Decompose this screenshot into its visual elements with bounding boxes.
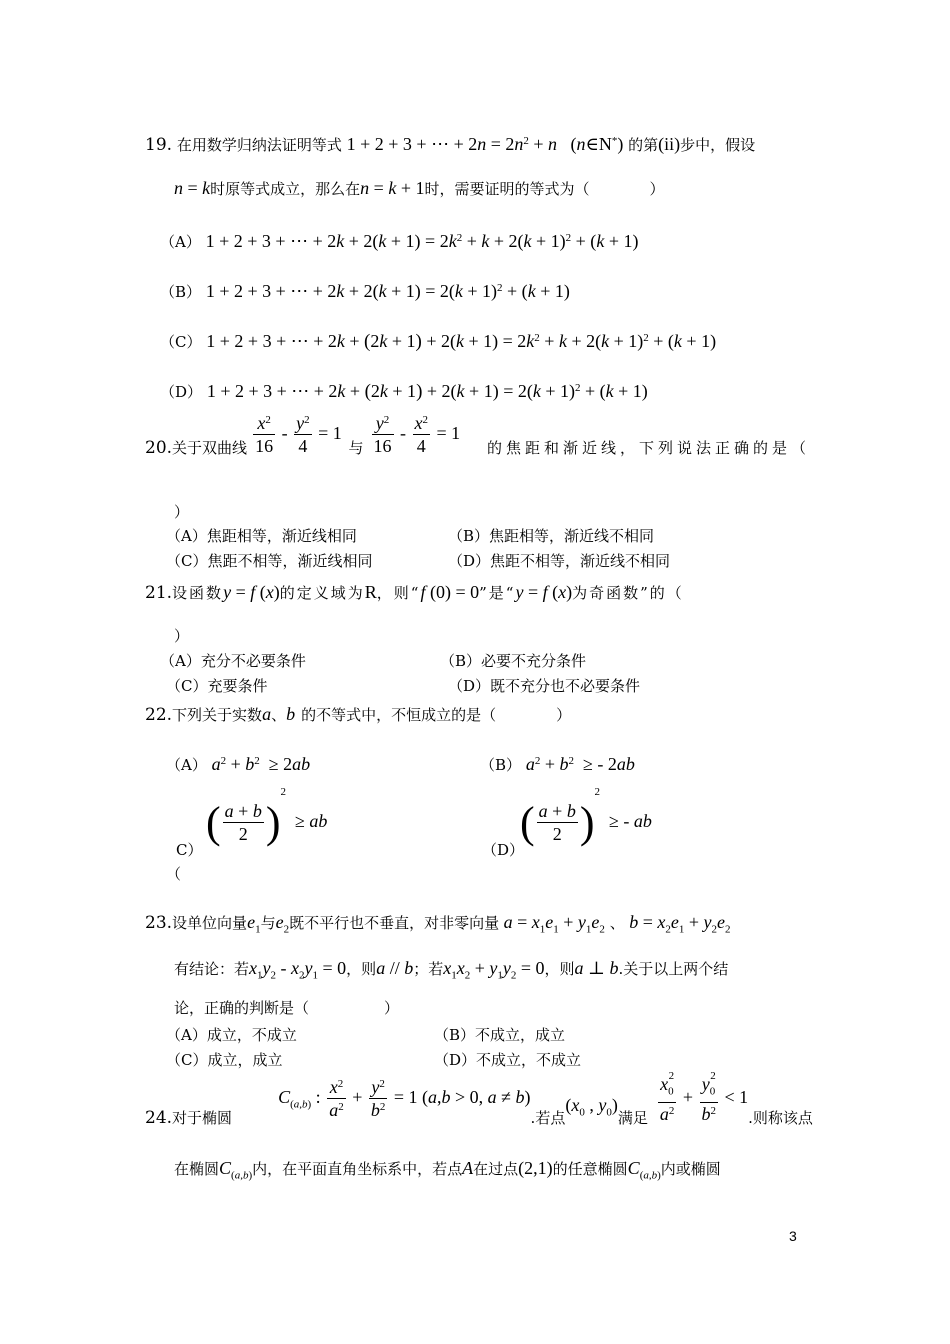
q20-option-d: （D）焦距不相等，渐近线不相同 xyxy=(448,552,671,570)
q23-option-c: （C）成立，成立 xyxy=(166,1051,283,1069)
q22-option-a: （A） $a^2 + b^2 \ge 2ab$ xyxy=(166,754,311,774)
q21-option-b: （B）必要不充分条件 xyxy=(440,652,587,670)
q22-option-d-label: （D） xyxy=(482,841,525,859)
q22-line1: 22.下列关于实数a、b 的不等式中，不恒成立的是（ ） xyxy=(145,704,572,725)
q24-line1: 24.对于椭圆$C_{(a,b)}$ : $\frac{x^2}{a^2}$ + $\frac{y^2}{b^2}$ = 1 (a,b > 0, a ≠ b).若点($x_0$ , $y_0$)满足 $\frac{x_0^2}{a^2}$ + $\frac{y_0^2}{b^2}$ < 1.则称该点 xyxy=(145,1069,813,1128)
page-number: 3 xyxy=(789,1228,797,1244)
q22-option-b: （B） $a^2 + b^2$ ≥ - 2ab xyxy=(480,754,635,774)
q20-line1: 20.关于双曲线 $\frac{x^2}{16}$ - $\frac{y^2}{4}$ = 1 与 $\frac{y^2}{16}$ - $\frac{x^2}{4}$ = 1 的焦距和渐近线，下列说法正确的是（ xyxy=(145,413,810,458)
q24-line2: 在椭圆$C_{(a,b)}$内，在平面直角坐标系中，若点A在过点(2,1)的任意椭圆$C_{(a,b)}$内或椭圆 xyxy=(174,1158,721,1182)
q19-option-b: （B） 1 + 2 + 3 + ⋯ + $2k + 2(k + 1) = 2(k + 1)^2 + (k + 1)$ xyxy=(160,281,570,301)
q19-equation: 1 + 2 + 3 + ⋯ + $2n = 2n^2 + n$ (n∈N*) xyxy=(346,134,624,154)
q22-option-d-expr: ( $\frac{a + b}{2}$ )$^2$ ≥ - ab xyxy=(520,786,652,847)
q22-option-c-label: C） xyxy=(176,841,203,859)
q23-option-b: （B）不成立，成立 xyxy=(434,1026,566,1044)
q19-option-a: （A） 1 + 2 + 3 + ⋯ + $2k + 2(k + 1) = 2k^2 + k + 2(k + 1)^2 + (k + 1)$ xyxy=(160,231,639,251)
q20-option-a: （A）焦距相等，渐近线相同 xyxy=(166,527,357,545)
q19-line2: n = k时原等式成立，那么在n = k + 1时，需要证明的等式为（ ） xyxy=(174,178,665,198)
q23-option-a: （A）成立，不成立 xyxy=(166,1026,297,1044)
q23-line2: 有结论：若$x_1y_2 - x_2y_1 = 0$，则a // b；若$x_1x_2 + y_1y_2 = 0$，则a ⊥ b.关于以上两个结 xyxy=(174,958,729,982)
q20-hyperbola-1: $\frac{x^2}{16}$ - $\frac{y^2}{4}$ = 1 xyxy=(255,413,342,457)
q23-line1: 23.设单位向量$e_1$与$e_2$既不平行也不垂直，对非零向量 $a = x_1e_1 + y_1e_2$ 、 $b = x_2e_1 + y_2e_2$ xyxy=(145,912,731,936)
q20-option-b: （B）焦距相等，渐近线不相同 xyxy=(448,527,655,545)
q19-option-c: （C） 1 + 2 + 3 + ⋯ + $2k + (2k + 1) + 2(k + 1) = 2k^2 + k + 2(k + 1)^2 + (k + 1)$ xyxy=(160,331,717,352)
q21-option-a: （A）充分不必要条件 xyxy=(160,652,306,670)
q21-option-d: （D）既不充分也不必要条件 xyxy=(448,677,641,695)
q24-inequality: $\frac{x_0^2}{a^2}$ + $\frac{y_0^2}{b^2}$ < 1 xyxy=(659,1069,749,1125)
q23-option-d: （D）不成立，不成立 xyxy=(434,1051,582,1069)
q22-option-c-expr: ( $\frac{a + b}{2}$ )$^2$ ≥ ab xyxy=(206,786,328,847)
q19-option-d: （D） 1 + 2 + 3 + ⋯ + $2k + (2k + 1) + 2(k + 1) = 2(k + 1)^2 + (k + 1)$ xyxy=(160,381,648,402)
q20-option-c: （C）焦距不相等，渐近线相同 xyxy=(166,552,373,570)
q21-option-c: （C）充要条件 xyxy=(166,677,268,695)
q21-line1: 21.设函数y = f (x)的定义域为R，则“f (0) = 0”是“y = f (x)为奇函数”的（ xyxy=(145,582,684,603)
q19-number: 19. xyxy=(145,135,173,155)
q19-line1: 19. 在用数学归纳法证明等式 1 + 2 + 3 + ⋯ + $2n = 2n^2 + n$ (n∈N*) 的第(ii)步中，假设 xyxy=(145,134,756,155)
q20-hyperbola-2: $\frac{y^2}{16}$ - $\frac{x^2}{4}$ = 1 xyxy=(373,413,461,457)
q24-ellipse-equation: $C_{(a,b)}$ : $\frac{x^2}{a^2}$ + $\frac{y^2}{b^2}$ = 1 (a,b > 0, a ≠ b) xyxy=(278,1077,531,1121)
